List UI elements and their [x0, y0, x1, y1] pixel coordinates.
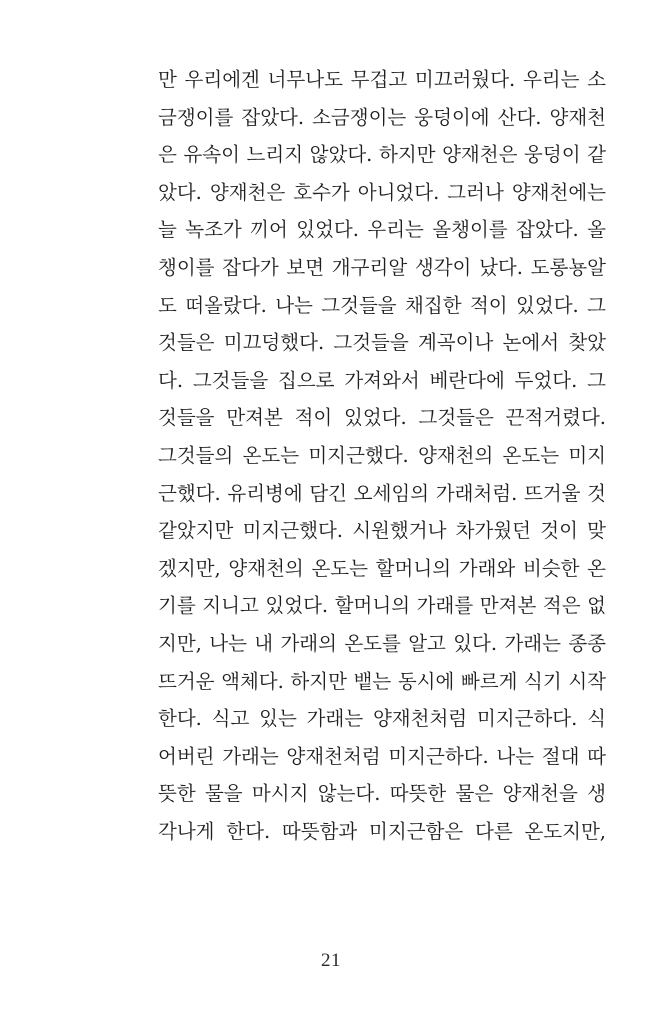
text-line: 것들을 만져본 적이 있었다. 그것들은 끈적거렸다. [158, 406, 606, 430]
text-line: 만 우리에겐 너무나도 무겁고 미끄러웠다. 우리는 소 [158, 68, 606, 91]
text-line: 근했다. 유리병에 담긴 오세임의 가래처럼. 뜨거울 것 [158, 481, 606, 505]
text-line: 다. 그것들을 집으로 가져와서 베란다에 두었다. 그 [158, 368, 606, 392]
text-line: 그것들의 온도는 미지근했다. 양재천의 온도는 미지 [158, 443, 606, 467]
text-line: 겠지만, 양재천의 온도는 할머니의 가래와 비슷한 온 [158, 556, 606, 580]
text-line: 은 유속이 느리지 않았다. 하지만 양재천은 웅덩이 같 [158, 143, 606, 167]
body-text [158, 61, 606, 850]
text-line: 같았지만 미지근했다. 시원했거나 차가웠던 것이 맞 [158, 519, 606, 543]
text-line: 기를 지니고 있었다. 할머니의 가래를 만져본 적은 없 [158, 594, 606, 618]
text-line: 것들은 미끄덩했다. 그것들을 계곡이나 논에서 찾았 [158, 331, 606, 355]
text-line: 도 떠올랐다. 나는 그것들을 채집한 적이 있었다. 그 [158, 293, 606, 317]
text-line: 지만, 나는 내 가래의 온도를 알고 있다. 가래는 종종 [158, 631, 606, 655]
page-number: 21 [321, 950, 341, 971]
text-line: 각나게 한다. 따뜻함과 미지근함은 다른 온도지만, [158, 819, 606, 843]
text-line: 뜻한 물을 마시지 않는다. 따뜻한 물은 양재천을 생 [158, 782, 606, 806]
text-line: 챙이를 잡다가 보면 개구리알 생각이 났다. 도롱뇽알 [158, 255, 606, 279]
text-line: 뜨거운 액체다. 하지만 뱉는 동시에 빠르게 식기 시작 [158, 669, 606, 693]
text-line: 한다. 식고 있는 가래는 양재천처럼 미지근하다. 식 [158, 707, 606, 731]
text-line: 어버린 가래는 양재천처럼 미지근하다. 나는 절대 따 [158, 744, 606, 768]
text-line: 았다. 양재천은 호수가 아니었다. 그러나 양재천에는 [158, 180, 606, 204]
text-line: 늘 녹조가 끼어 있었다. 우리는 올챙이를 잡았다. 올 [158, 218, 606, 242]
text-line: 금쟁이를 잡았다. 소금쟁이는 웅덩이에 산다. 양재천 [158, 105, 606, 129]
